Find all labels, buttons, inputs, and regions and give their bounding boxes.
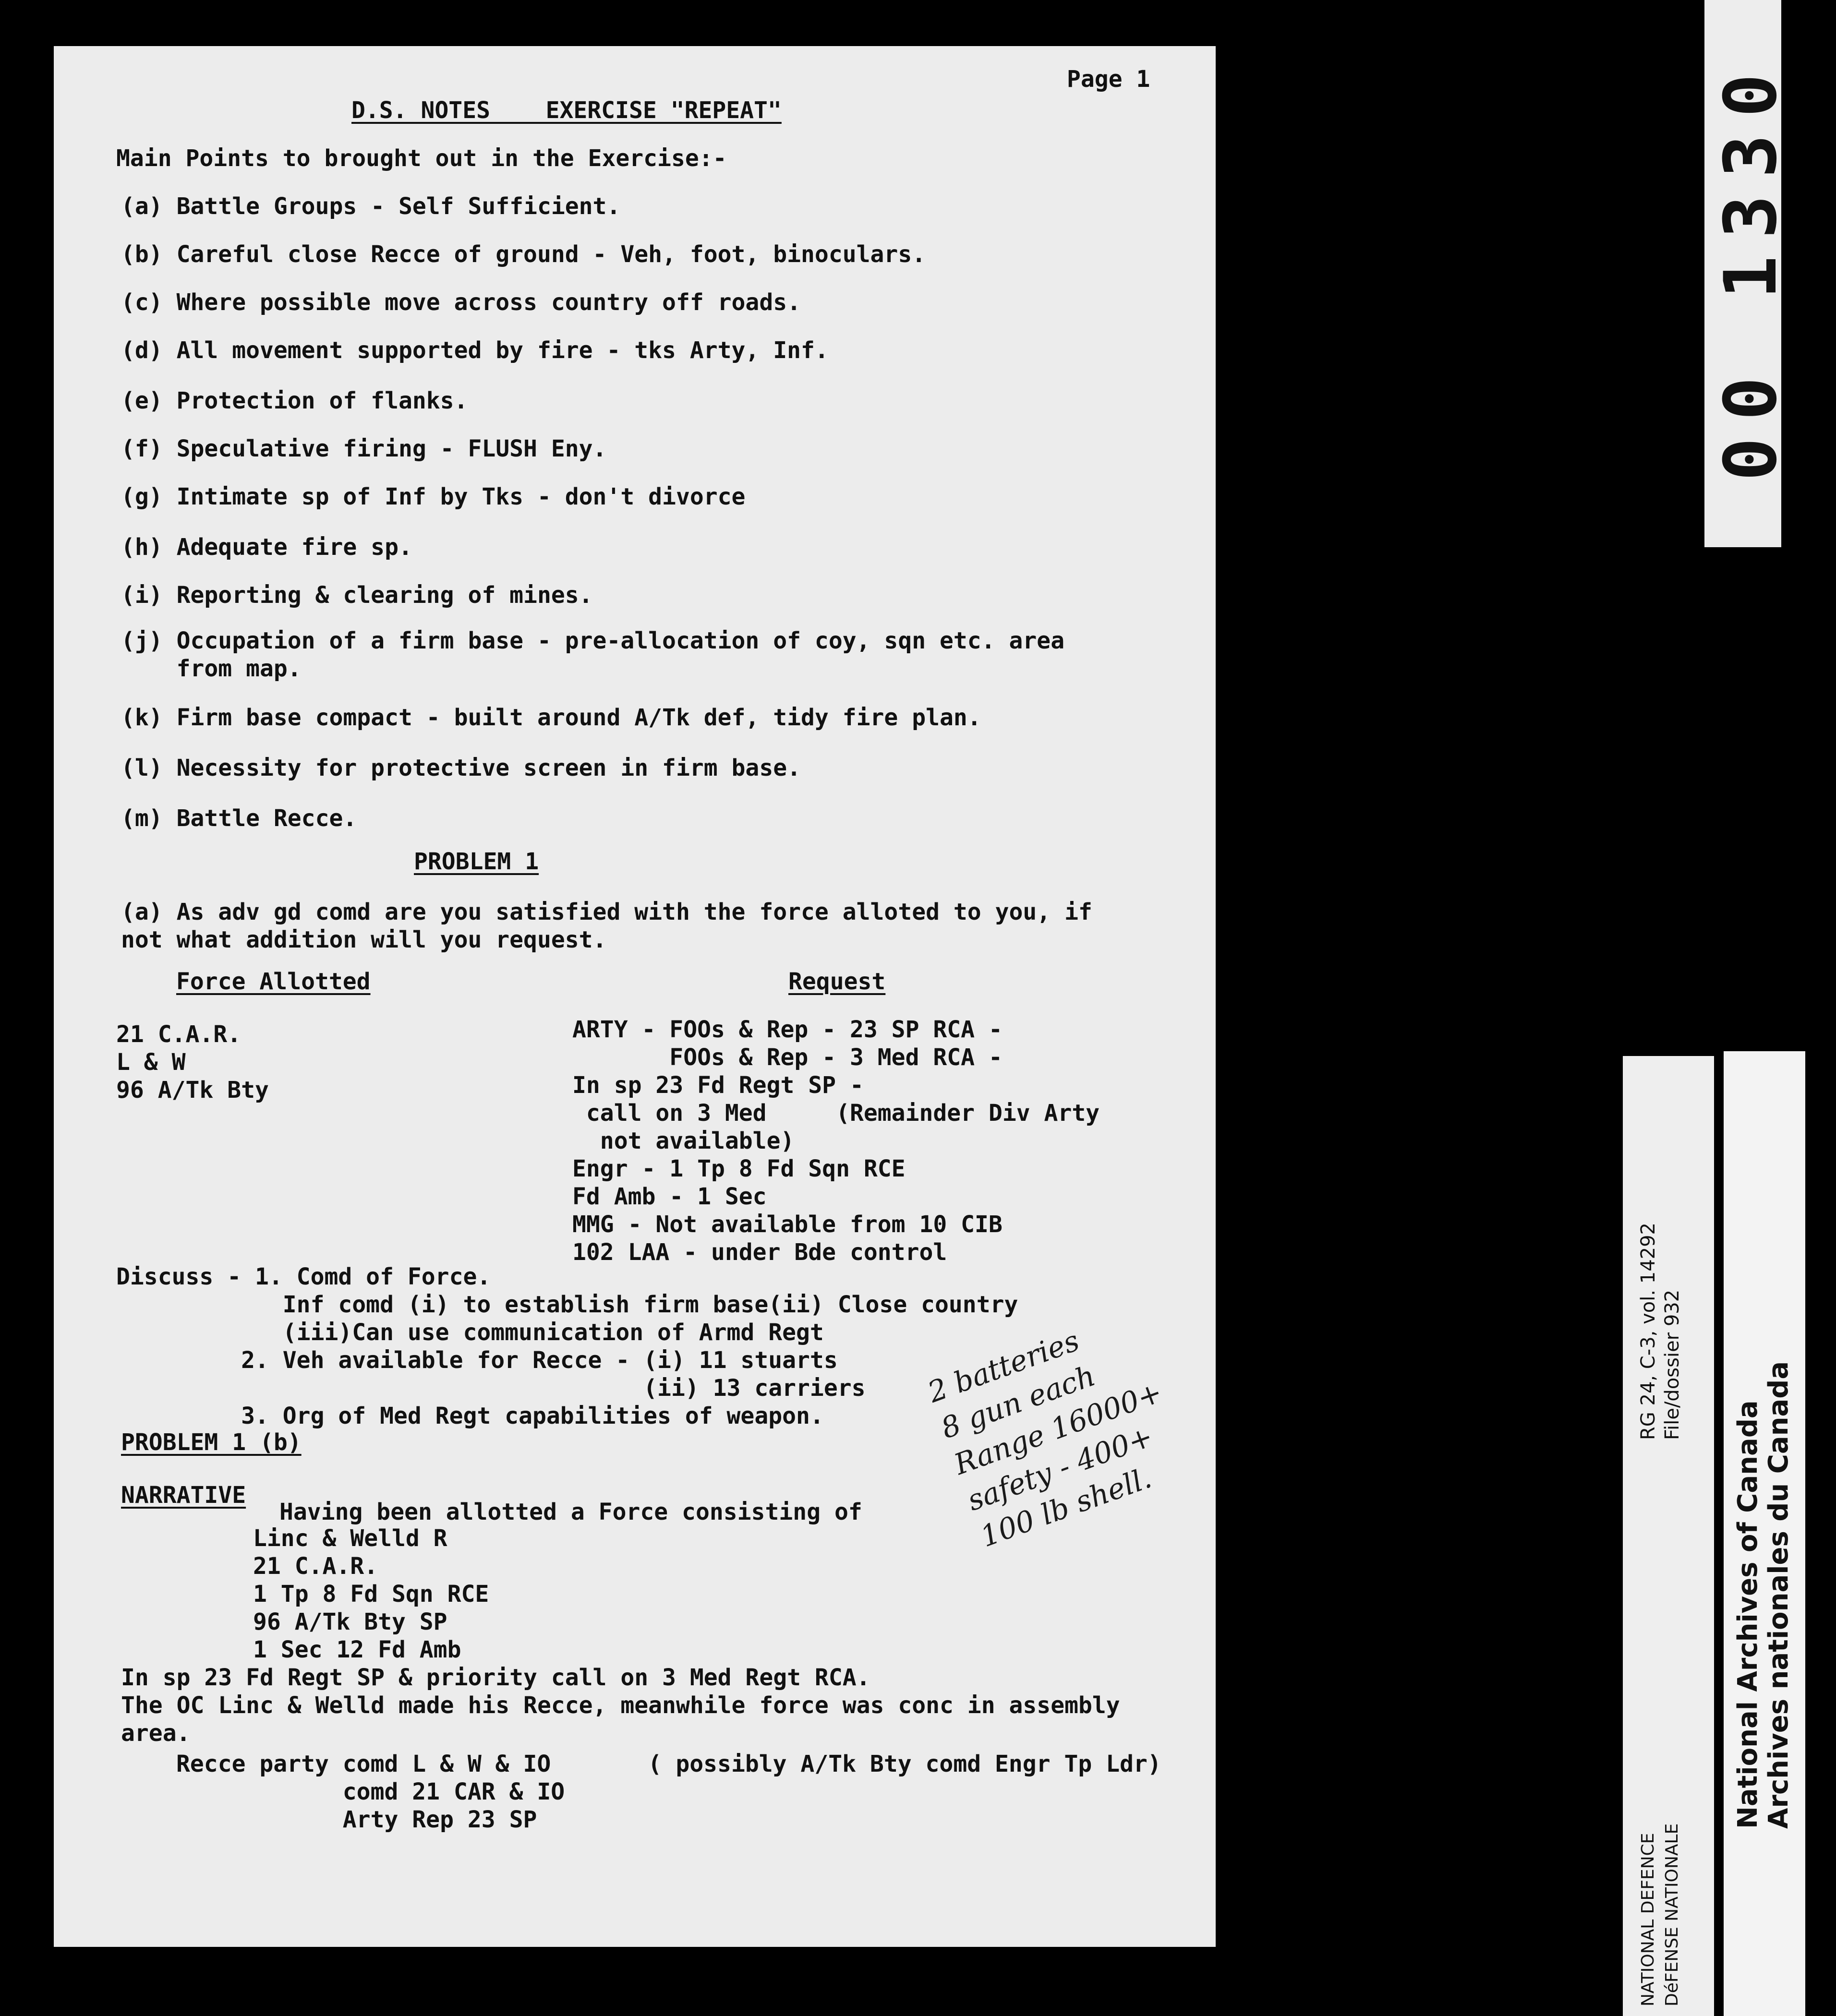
point-item: (b) Careful close Recce of ground - Veh, foot, binoculars. bbox=[121, 241, 926, 268]
narrative-first-line: Having been allotted a Force consisting of bbox=[279, 1499, 862, 1525]
force-allotted-heading: Force Allotted bbox=[176, 968, 371, 995]
request-heading: Request bbox=[788, 968, 886, 995]
point-item: (e) Protection of flanks. bbox=[121, 387, 468, 414]
document-page bbox=[54, 46, 1216, 1947]
point-item: (c) Where possible move across country off roads. bbox=[121, 289, 801, 316]
point-item: (h) Adequate fire sp. bbox=[121, 534, 412, 561]
archives-name-en: National Archives of Canada bbox=[1732, 1400, 1764, 1829]
discuss-notes: Discuss - 1. Comd of Force. Inf comd (i) to establish firm base(ii) Close country (iii)Can use communication of Armd Regt 2. Veh available for Recce - (i) 11 stuarts (ii) 13 carriers 3. Org of Med Regt capabilities of weapon. bbox=[116, 1263, 1018, 1429]
archive-ref-line2: File/dossier 932 bbox=[1661, 1289, 1683, 1440]
problem-1b-heading: PROBLEM 1 (b) bbox=[121, 1429, 302, 1456]
archive-reference-label bbox=[1623, 1056, 1714, 2016]
problem-1-heading: PROBLEM 1 bbox=[414, 848, 539, 875]
force-list: Linc & Welld R 21 C.A.R. 1 Tp 8 Fd Sqn RCE 96 A/Tk Bty SP 1 Sec 12 Fd Amb bbox=[253, 1525, 489, 1663]
point-item: (a) Battle Groups - Self Sufficient. bbox=[121, 193, 621, 220]
main-points-heading: Main Points to brought out in the Exercise:- bbox=[116, 145, 727, 172]
point-item: (j) Occupation of a firm base - pre-allocation of coy, sqn etc. area from map. bbox=[121, 627, 1065, 682]
national-archives-label bbox=[1724, 1051, 1805, 2016]
frame-number: 00 1330 bbox=[1709, 56, 1793, 481]
narrative-label: NARRATIVE bbox=[121, 1482, 246, 1509]
point-item: (f) Speculative firing - FLUSH Eny. bbox=[121, 435, 607, 462]
document-title: D.S. NOTES EXERCISE "REPEAT" bbox=[351, 97, 782, 124]
archive-ref-line1: RG 24, C-3, vol. 14292 bbox=[1637, 1222, 1659, 1440]
point-item: (g) Intimate sp of Inf by Tks - don't divorce bbox=[121, 483, 746, 510]
department-line2: DéFENSE NATIONALE bbox=[1662, 1823, 1682, 2006]
department-line1: NATIONAL DEFENCE bbox=[1638, 1833, 1658, 2006]
frame-number-strip bbox=[1704, 0, 1793, 547]
recce-party: Recce party comd L & W & IO ( possibly A/Tk Bty comd Engr Tp Ldr) comd 21 CAR & IO Arty Rep 23 SP bbox=[176, 1751, 1161, 1833]
point-item: (d) All movement supported by fire - tks Arty, Inf. bbox=[121, 337, 829, 364]
force-allotted-list: 21 C.A.R. L & W 96 A/Tk Bty bbox=[116, 1021, 269, 1104]
narrative-body: In sp 23 Fd Regt SP & priority call on 3 Med Regt RCA. The OC Linc & Welld made his Recce, meanwhile force was conc in assembly area. bbox=[121, 1664, 1120, 1747]
request-list: ARTY - FOOs & Rep - 23 SP RCA - FOOs & Rep - 3 Med RCA - In sp 23 Fd Regt SP - call on 3 Med (Remainder Div Arty not available) Engr - 1 Tp 8 Fd Sqn RCE Fd Amb - 1 Sec MMG - Not available from 10 CIB 102 LAA - under Bde control bbox=[572, 1016, 1100, 1266]
page-number: Page 1 bbox=[1067, 66, 1150, 93]
archives-name-fr: Archives nationales du Canada bbox=[1763, 1361, 1794, 1829]
problem-1-question: (a) As adv gd comd are you satisfied with the force alloted to you, if not what addition will you request. bbox=[121, 899, 1092, 953]
point-item: (m) Battle Recce. bbox=[121, 805, 357, 832]
point-item: (l) Necessity for protective screen in firm base. bbox=[121, 755, 801, 781]
handwritten-annotation: 2 batteries 8 gun each Range 16000+ safety - 400+ 100 lb shell. bbox=[923, 1324, 1167, 1554]
point-item: (i) Reporting & clearing of mines. bbox=[121, 582, 593, 609]
point-item: (k) Firm base compact - built around A/Tk def, tidy fire plan. bbox=[121, 704, 981, 731]
